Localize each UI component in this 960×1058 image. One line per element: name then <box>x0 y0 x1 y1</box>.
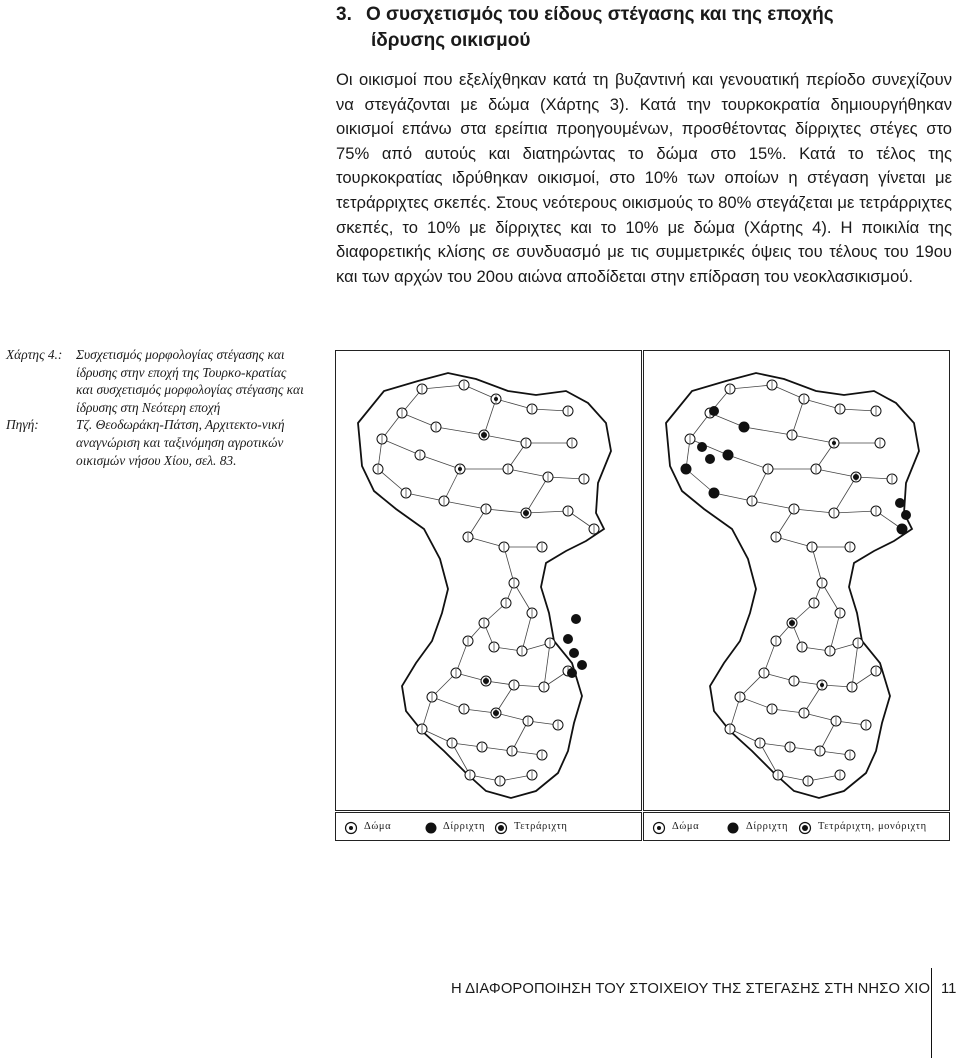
road-line <box>852 643 858 687</box>
road-line <box>760 743 778 775</box>
road-line <box>744 427 792 435</box>
road-line <box>402 413 436 427</box>
dirrixti-marker <box>569 648 579 658</box>
tetrarrixti-marker <box>789 620 795 626</box>
section-title-line1: Ο συσχετισμός του είδους στέγασης και της εποχής <box>366 4 834 25</box>
doma-symbol-icon <box>344 821 358 835</box>
road-line <box>544 643 550 687</box>
road-line <box>422 385 464 389</box>
legend-doma-label: Δώμα <box>672 821 700 832</box>
road-line <box>728 455 768 469</box>
caption-map-text: Συσχετισμός μορφολογίας στέγασης και ίδρυσης στην εποχή της Τουρκο-κρατίας και συσχετισμός μορφολογίας στέγασης και ίδρυσης στη Νεότερη εποχή <box>76 347 304 415</box>
road-line <box>792 399 804 435</box>
legend-dirrixti-label: Δίρριχτη <box>746 821 789 832</box>
road-line <box>526 477 548 513</box>
caption-source-label: Πηγή: <box>6 417 39 433</box>
doma-marker <box>832 441 836 445</box>
tetrarrixti-marker <box>483 678 489 684</box>
legend-tetrarrixti-label: Τετράριχτη <box>514 821 568 832</box>
footer-title: Η ΔΙΑΦΟΡΟΠΟΙΗΣΗ ΤΟΥ ΣΤΟΙΧΕΙΟΥ ΤΗΣ ΣΤΕΓΑΣΗΣ ΣΤΗ ΝΗΣΟ ΧΙΟ <box>451 981 931 997</box>
tetrarrixti-marker <box>523 510 529 516</box>
road-line <box>486 509 526 513</box>
caption-map-row <box>6 346 306 416</box>
map-turkish-period <box>335 350 642 811</box>
map-caption <box>6 346 306 469</box>
legend-doma-label: Δώμα <box>364 821 392 832</box>
road-line <box>468 537 504 547</box>
road-line <box>504 547 514 583</box>
road-line <box>452 743 470 775</box>
tetrarrixti-marker <box>493 710 499 716</box>
caption-map-label: Χάρτης 4.: <box>6 347 63 362</box>
dirrixti-marker <box>563 634 573 644</box>
road-line <box>714 493 752 501</box>
road-line <box>830 613 840 651</box>
dirrixti-marker <box>901 510 911 520</box>
doma-symbol-icon <box>652 821 666 835</box>
section-number: 3. <box>336 4 352 25</box>
road-line <box>816 469 856 477</box>
map-right-drawing <box>644 351 949 810</box>
road-line <box>496 399 532 409</box>
section-heading <box>336 2 936 54</box>
road-line <box>752 501 794 509</box>
road-line <box>834 511 876 513</box>
dirrixti-marker <box>705 454 715 464</box>
dirrixti-marker <box>567 668 577 678</box>
dirrixti-marker <box>697 442 707 452</box>
caption-source-row <box>6 416 306 469</box>
road-line <box>690 439 728 455</box>
dirrixti-symbol-icon <box>424 821 438 835</box>
footer-divider <box>931 968 932 1058</box>
road-line <box>382 439 420 455</box>
doma-marker <box>458 467 462 471</box>
road-line <box>420 455 460 469</box>
tetrarrixti-marker <box>481 432 487 438</box>
caption-source-text: Τζ. Θεοδωράκη-Πάτση, Αρχιτεκτο-νική αναγνώριση και ταξινόμηση αγροτικών οικισμών νήσου Χίου, σελ. 83. <box>76 417 285 468</box>
section-title-line2: ίδρυσης οικισμού <box>371 30 531 51</box>
road-line <box>406 493 444 501</box>
road-line <box>436 427 484 435</box>
road-line <box>378 469 406 493</box>
dirrixti-symbol-icon <box>726 821 740 835</box>
dirrixti-marker <box>577 660 587 670</box>
body-text <box>336 68 952 289</box>
legend-left <box>335 812 642 841</box>
road-line <box>484 435 526 443</box>
legend-tetrarrixti-label: Τετράριχτη, μονόριχτη <box>818 821 927 832</box>
tetrarrixti-marker <box>853 474 859 480</box>
road-line <box>526 511 568 513</box>
legend-right <box>643 812 950 841</box>
doma-marker <box>820 683 824 687</box>
road-line <box>804 399 840 409</box>
road-line <box>834 477 856 513</box>
dirrixti-marker <box>709 406 719 416</box>
legend-dirrixti-label: Δίρριχτη <box>443 821 486 832</box>
tetrarrixti-symbol-icon <box>494 821 508 835</box>
road-line <box>812 547 822 583</box>
tetrarrixti-symbol-icon <box>798 821 812 835</box>
page-number: 11 <box>941 981 957 997</box>
map-left-drawing <box>336 351 641 810</box>
dirrixti-marker <box>895 498 905 508</box>
road-line <box>686 469 714 493</box>
road-line <box>508 469 548 477</box>
road-line <box>484 399 496 435</box>
doma-marker <box>494 397 498 401</box>
road-line <box>730 385 772 389</box>
map-modern-period <box>643 350 950 811</box>
road-line <box>444 501 486 509</box>
dirrixti-marker <box>571 614 581 624</box>
body-paragraph: Οι οικισμοί που εξελίχθηκαν κατά τη βυζαντινή και γενουατική περίοδο συνεχίζουν να στεγάζονται με δώμα (Χάρτης 3). Κατά την τουρκοκρατία δημιουργήθηκαν οικισμοί επάνω στα ερείπια προηγουμένων, προσθέτοντας δίρριχτες στέγες στο 75% από αυτούς και διατηρώντας το δώμα στο 15%. Κατά το τέλος της τουρκοκρατίας ιδρύθηκαν οικισμοί, στο 10% των οποίων η στέγαση γίνεται με τετράρριχτες σκεπές. Στους νεότερους οικισμούς το 80% στεγάζεται με τετράρριχτες σκεπές, το 10% με δίρριχτες και το 10% με δώμα (Χάρτης 4). Η ποικιλία της διαφορετικής κλίσης σε συνδυασμό με τις συμμετρικές όψεις του τέλους του 19ου και των αρχών του 20ου αιώνα αποδίδεται στην επίδραση του νεοκλασικισμού. <box>336 70 952 286</box>
road-line <box>794 509 834 513</box>
road-line <box>776 537 812 547</box>
road-line <box>522 613 532 651</box>
road-line <box>792 435 834 443</box>
